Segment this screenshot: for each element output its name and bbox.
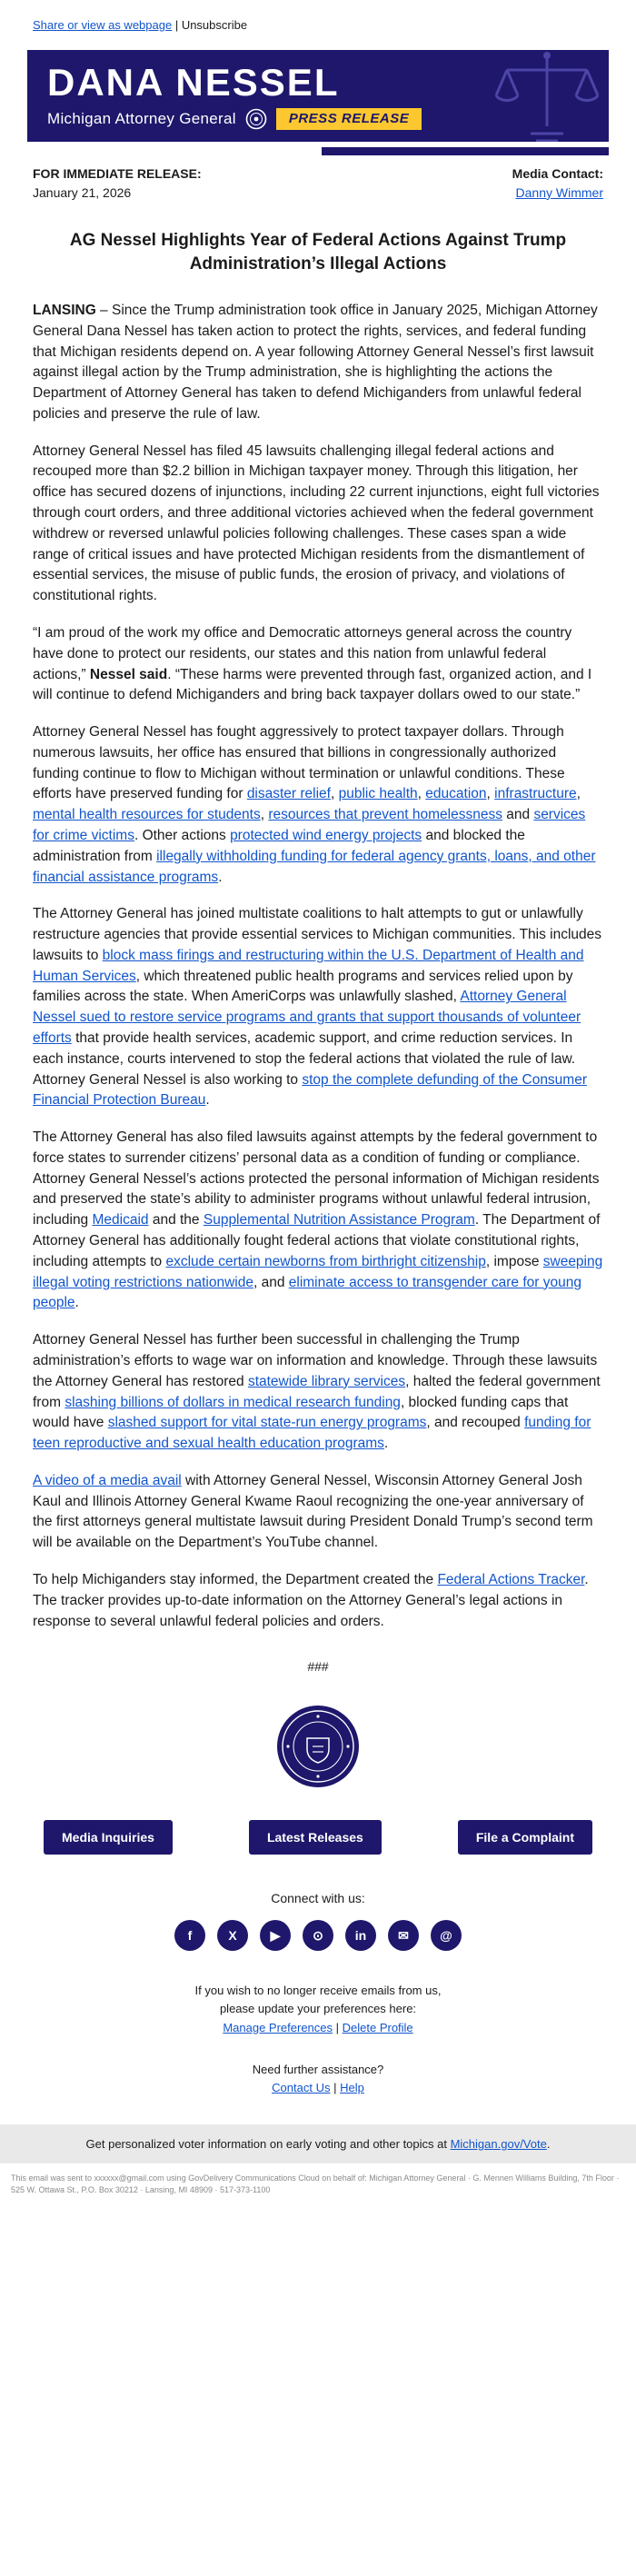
seal-container [0,1705,636,1793]
paragraph [33,1471,603,1554]
paragraph-text: , blocked funding caps that would have [33,1394,569,1431]
banner-subtitle-row [47,108,589,130]
paragraph-text: , [486,786,495,802]
paragraph [33,1570,603,1632]
inline-link[interactable]: slashed support for vital state-run energy programs [107,1415,427,1431]
inline-link[interactable]: mental health resources for students [33,807,261,823]
inline-link[interactable]: illegally withholding funding for federal agency grants, loans, and other financial assistance programs [33,848,596,885]
media-contact-link[interactable]: Danny Wimmer [515,184,603,200]
preferences-separator: | [333,2020,343,2034]
inline-link[interactable]: education [425,786,487,802]
preferences-links [0,2019,636,2037]
paragraph [33,1330,603,1455]
paragraph-text: Nessel said [89,666,168,682]
inline-link[interactable]: sweeping illegal voting restrictions nationwide [33,1253,603,1290]
paragraph-text: . [218,869,223,885]
contact-us-link[interactable]: Contact Us [272,2080,331,2094]
paragraph [33,301,603,425]
preferences-line2: please update your preferences here: [219,2002,417,2016]
voter-info-text: Get personalized voter information on early voting and other topics at [85,2137,451,2152]
inline-link[interactable]: A video of a media avail [33,1472,182,1488]
assistance-separator: | [330,2080,341,2094]
paragraph-text: , which threatened public health programs and services relied upon by families across the state. When AmeriCorps was unlawfully slashed, [33,968,573,1005]
michigan-ag-seal [276,1705,360,1793]
inline-link[interactable]: disaster relief [246,786,331,802]
action-buttons [0,1820,636,1855]
press-release-badge: PRESS RELEASE [276,108,422,130]
latest-releases-button[interactable]: Latest Releases [249,1820,382,1855]
paragraph-text: Attorney General Nessel has further been successful in challenging the Trump administration’s efforts to wage war on information and knowledge. Through these lawsuits the Attorney General has restored [33,1332,598,1389]
preferences-block [0,1982,636,2036]
inline-link[interactable]: infrastructure [494,786,577,802]
paragraph-text: and blocked the administration from [33,827,525,864]
paragraph-text: The Attorney General has joined multistate coalitions to halt attempts to gut or unlawfully restructure agencies that provide essential services to Michigan communities. This includes lawsuits to [33,906,602,963]
paragraph-text: and [502,807,534,823]
inline-link[interactable]: resources that prevent homelessness [268,807,502,823]
page-title: AG Nessel Highlights Year of Federal Actions Against Trump Administration’s Illegal Actions [69,230,567,274]
topbar [0,0,636,43]
paragraph-text: “I am proud of the work my office and Democratic attorneys general across the country have done to protect our residents, our states and this nation from unlawful federal actions,” [33,624,572,682]
topbar-separator: | [172,18,182,32]
paragraph-text: LANSING [33,303,96,319]
unsubscribe-link[interactable]: Unsubscribe [181,18,248,32]
paragraph-text: , halted the federal government from [33,1373,601,1410]
inline-link[interactable]: protected wind energy projects [230,827,422,843]
paragraph-text: , [417,786,426,802]
inline-link[interactable]: Federal Actions Tracker [437,1571,585,1587]
inline-link[interactable]: Supplemental Nutrition Assistance Program [203,1212,475,1228]
paragraph [33,442,603,607]
inline-link[interactable]: services for crime victims [33,807,586,843]
paragraph-text: , impose [485,1253,543,1269]
paragraph-text: , [331,786,339,802]
inline-link[interactable]: eliminate access to transgender care for young people [33,1274,581,1311]
manage-preferences-link[interactable]: Manage Preferences [223,2020,333,2034]
inline-link[interactable]: slashing billions of dollars in medical research funding [65,1394,401,1410]
paragraph-text: The Attorney General has also filed lawsuits against attempts by the federal government to force states to surrender citizens’ personal data as a condition of funding or compliance. Attorney General Nessel’s actions protected the personal information of Michigan residents and preserved the state’s ability to administer programs without unlawful federal intrusion, including [33,1129,600,1228]
header-accent-bar [322,147,609,155]
paragraph-text: . [205,1092,210,1109]
fine-print: This email was sent to xxxxxx@gmail.com using GovDelivery Communications Cloud on behalf of: Michigan Attorney General · G. Mennen Williams Building, 7th Floor · 525 W. Ottawa St., P.O. Box 30212 · Lansing, MI 48909 · 517-373-1100 [11,2173,620,2195]
paragraph-text: . The Department of Attorney General has additionally fought federal actions that violate constitutional rights, including attempts to [33,1212,601,1269]
immediate-release-label: FOR IMMEDIATE RELEASE: [33,165,202,181]
paragraph-text: . The tracker provides up-to-date information on the Attorney General’s legal actions in response to several unlawful federal policies and orders. [33,1571,589,1629]
paragraph-text: To help Michiganders stay informed, the Department created the [33,1571,438,1587]
preferences-line1: If you wish to no longer receive emails from us, [194,1984,442,1998]
paragraph [33,1128,603,1314]
facebook-icon[interactable]: f [174,1920,205,1951]
release-info [0,155,636,200]
inline-link[interactable]: statewide library services [247,1373,406,1389]
media-inquiries-button[interactable]: Media Inquiries [44,1820,173,1855]
inline-link[interactable]: funding for teen reproductive and sexual health education programs [33,1415,591,1452]
share-webpage-link[interactable]: Share or view as webpage [33,18,173,32]
paragraph-text: with Attorney General Nessel, Wisconsin Attorney General Josh Kaul and Illinois Attorney General Kwame Raoul recognizing the one-year anniversary of the first attorneys general multistate lawsuit during President Donald Trump’s second term will be available on the Department’s YouTube channel. [33,1472,593,1551]
assistance-block [0,2061,636,2097]
paragraph-text: Attorney General Nessel has filed 45 lawsuits challenging illegal federal actions and recouped more than $2.2 billion in Michigan taxpayer money. Through this litigation, her office has secured dozens of injunctions, including 22 current injunctions, eight full victories through court orders, and three additional victories achieved when the federal government withdrew or reversed unlawful policies following challenges. These cases span a wide range of critical issues and have protected Michigan residents from the dismantlement of essential services, the misuse of public funds, the erosion of privacy, and violations of constitutional rights. [33,443,600,604]
inline-link[interactable]: Medicaid [92,1212,149,1228]
paragraph-text: . “These harms were prevented through fast, organized action, and I will continue to defend Michiganders and bring back taxpayer dollars owed to our state.” [33,666,592,703]
banner-subtitle: Michigan Attorney General [47,109,236,127]
email-icon[interactable]: ✉ [388,1920,419,1951]
connect-label: Connect with us: [271,1891,365,1906]
file-complaint-button[interactable]: File a Complaint [458,1820,592,1855]
delete-profile-link[interactable]: Delete Profile [342,2020,413,2034]
paragraph-text: , and [253,1274,289,1290]
paragraph-text: that provide health services, academic support, and crime reduction services. In each instance, courts intervened to stop the federal actions that violated the rule of law. Attorney General Nessel is also working to [33,1030,576,1088]
end-mark: ### [307,1659,329,1675]
release-date: January 21, 2026 [33,184,132,200]
voter-info-link[interactable]: Michigan.gov/Vote [450,2137,547,2152]
inline-link[interactable]: public health [338,786,418,802]
assistance-links [0,2079,636,2097]
paragraph-text: . Other actions [134,827,231,843]
x-twitter-icon[interactable]: X [217,1920,248,1951]
instagram-icon[interactable]: ⊙ [303,1920,333,1951]
threads-icon[interactable]: @ [431,1920,462,1951]
inline-link[interactable]: exclude certain newborns from birthright citizenship [165,1253,486,1269]
social-icons [0,1920,636,1951]
paragraph-text: – Since the Trump administration took office in January 2025, Michigan Attorney General Dana Nessel has taken action to protect the rights, services, and federal funding that Michigan residents depend on. A year following Attorney General Nessel’s first lawsuit against illegal action by the Trump administration, she is highlighting the actions the Department of Attorney General has taken to defend Michiganders from unlawful federal policies and preserve the rule of law. [33,303,598,422]
inline-link[interactable]: Attorney General Nessel sued to restore service programs and grants that support thousands of volunteer efforts [33,989,581,1047]
release-info-right [512,166,603,200]
linkedin-icon[interactable]: in [345,1920,376,1951]
paragraph-text: , [260,807,269,823]
paragraph-text: and the [148,1212,204,1228]
voter-info-suffix: . [546,2137,551,2152]
banner-title: DANA NESSEL [47,61,340,104]
paragraph-text: . [75,1295,79,1311]
youtube-icon[interactable]: ▶ [260,1920,291,1951]
paragraph [33,623,603,706]
help-link[interactable]: Help [340,2080,364,2094]
paragraph [33,722,603,888]
media-contact-label: Media Contact: [512,165,603,181]
voter-info-band [0,2124,636,2163]
paragraph-text: , and recouped [426,1415,525,1431]
release-info-left [33,166,202,200]
assistance-question: Need further assistance? [252,2062,384,2076]
inline-link[interactable]: stop the complete defunding of the Consumer Financial Protection Bureau [33,1071,587,1109]
seal-icon [245,108,267,130]
paragraph [33,904,603,1111]
paragraph-text: . [383,1436,389,1452]
header-banner [27,50,609,142]
paragraph-text: Attorney General Nessel has fought aggressively to protect taxpayer dollars. Through numerous lawsuits, her office has ensured that billions in congressionally authorized funding continue to flow to Michigan without termination or unlawful conditions. These efforts have preserved funding for [33,724,565,802]
inline-link[interactable]: block mass firings and restructuring within the U.S. Department of Health and Human Services [33,947,584,984]
article-body [0,301,636,1632]
paragraph-text: , [576,786,581,802]
